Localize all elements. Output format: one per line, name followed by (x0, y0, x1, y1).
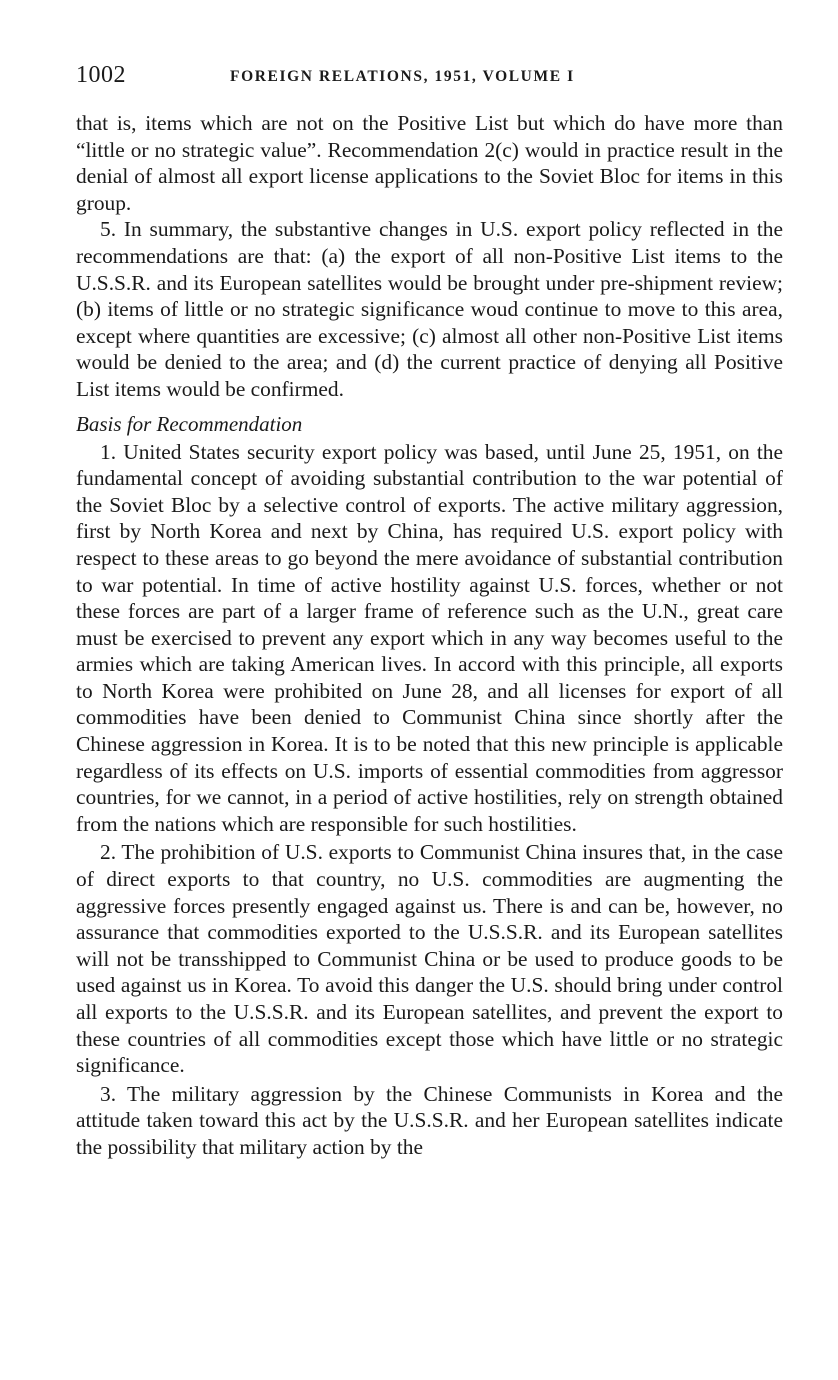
paragraph-5-summary: 5. In summary, the substantive changes in U.S. export policy reflected in the recommendations are that: (a) the export of all non-Positive List items to the U.S.S.R. and its European satellites would be brought under pre-shipment review; (b) items of little or no strategic significance woud continue to move to this area, except where quantities are excessive; (c) almost all other non-Positive List items would be denied to the area; and (d) the current practice of denying all Positive List items would be confirmed. (76, 217, 783, 401)
paragraph-continued: that is, items which are not on the Positive List but which do have more than “little or no strategic value”. Recommendation 2(c) would in practice result in the denial of almost all export license applications to the Soviet Bloc for items in this group. (76, 111, 783, 215)
document-page (76, 62, 783, 1161)
page-header (76, 62, 783, 96)
page-number: 1002 (76, 62, 126, 88)
running-head: FOREIGN RELATIONS, 1951, VOLUME I (230, 68, 575, 85)
paragraph-basis-1: 1. United States security export policy was based, until June 25, 1951, on the fundamental concept of avoiding substantial contribution to the war potential of the Soviet Bloc by a selective control of exports. The active military aggression, first by North Korea and next by China, has required U.S. export policy with respect to these areas to go beyond the mere avoidance of substantial contribution to war potential. In time of active hostility against U.S. forces, whether or not these forces are part of a larger frame of reference such as the U.N., great care must be exercised to prevent any export which in any way becomes useful to the armies which are taking American lives. In accord with this principle, all exports to North Korea were prohibited on June 28, and all licenses for export of all commodities have been denied to Communist China since shortly after the Chinese aggression in Korea. It is to be noted that this new principle is applicable regardless of its effects on U.S. imports of essential commodities from aggressor countries, for we cannot, in a period of active hostilities, rely on strength obtained from the nations which are responsible for such hostilities. (76, 439, 783, 836)
section-heading: Basis for Recommendation (76, 411, 303, 436)
paragraph-basis-2: 2. The prohibition of U.S. exports to Communist China insures that, in the case of direct exports to that country, no U.S. commodities are augmenting the aggressive forces presently engaged against us. There is and can be, however, no assurance that commodities exported to the U.S.S.R. and its European satellites will not be transshipped to Communist China or be used to produce goods to be used against us in Korea. To avoid this danger the U.S. should bring under control all exports to the U.S.S.R. and its European satellites, and prevent the export to these countries of all commodities except those which have little or no strategic significance. (76, 840, 783, 1078)
paragraph-basis-3: 3. The military aggression by the Chinese Communists in Korea and the attitude taken toward this act by the U.S.S.R. and her European satellites indicate the possibility that military action by the (76, 1081, 783, 1159)
